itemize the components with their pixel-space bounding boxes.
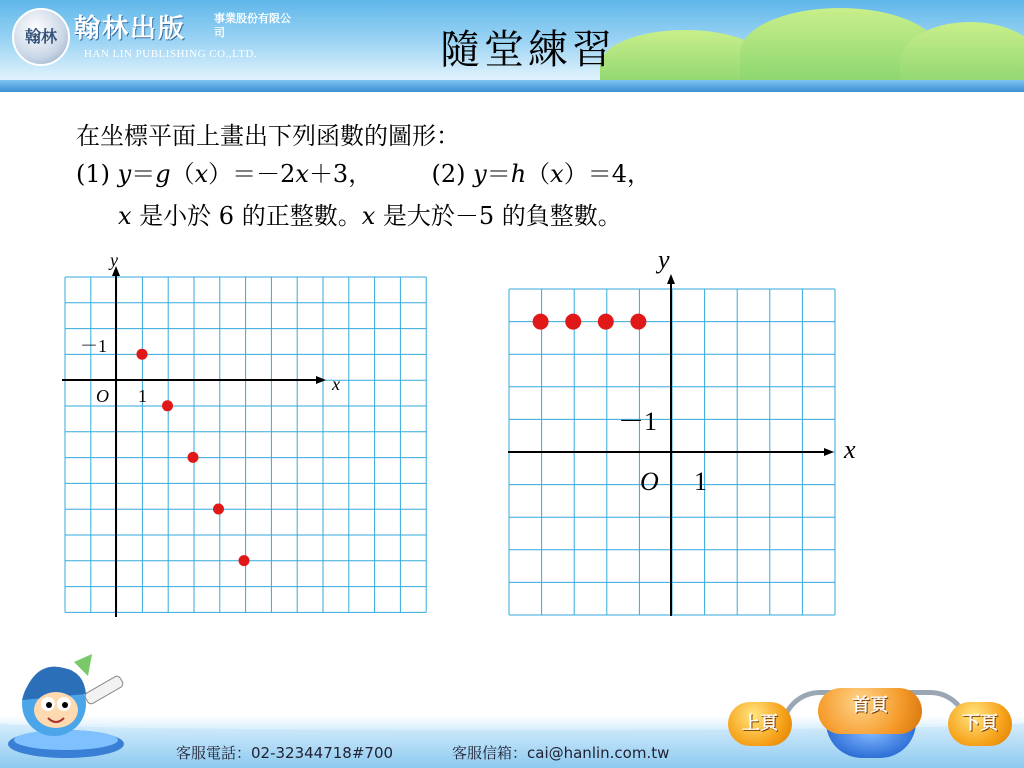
plotted-point <box>213 504 224 515</box>
plotted-point <box>598 314 614 330</box>
graph-1-x-label: x <box>332 374 340 394</box>
func-h: h <box>510 160 527 188</box>
var-x: x <box>550 160 564 188</box>
graph-1-coordinate-plane <box>0 250 460 630</box>
logo-english: HAN LIN PUBLISHING CO.,LTD. <box>84 48 258 60</box>
problem-statement: 在坐標平面上畫出下列函數的圖形： <box>76 122 460 150</box>
graph-2-x-label: x <box>844 435 856 464</box>
graph-2-y-label: y <box>658 245 670 274</box>
graph-2-x-arrow <box>824 448 834 456</box>
plotted-point <box>162 400 173 411</box>
graph-1-x-unit-label: 1 <box>138 386 147 406</box>
part1-number: (1) <box>76 160 118 188</box>
condition-2: 是大於－5 的負整數。 <box>375 202 622 230</box>
var-x: x <box>194 160 209 188</box>
plotted-point <box>630 314 646 330</box>
prev-page-button[interactable]: 上頁 <box>728 702 792 746</box>
graph-2-y-arrow <box>667 274 675 284</box>
graph-1-y-label: y <box>110 250 118 270</box>
plotted-point <box>533 314 549 330</box>
equals-sign: ＝ <box>131 160 156 188</box>
var-y: y <box>473 160 487 188</box>
logo-mark-text: 翰林 <box>24 27 57 46</box>
graph-2-y-unit-label: －1 <box>618 407 658 436</box>
logo-subtitle: 事業股份有限公司 <box>214 12 291 39</box>
var-y: y <box>117 160 132 188</box>
expression-part: ）＝4， <box>563 160 651 188</box>
func-g: g <box>155 160 171 188</box>
function-definitions <box>76 154 651 189</box>
hanlin-logo <box>8 6 290 66</box>
plotted-point <box>239 555 250 566</box>
var-x: x <box>118 202 132 230</box>
open-paren: （ <box>526 160 551 188</box>
graph-2-origin-label: O <box>640 467 659 496</box>
plotted-point <box>137 349 148 360</box>
globe-icon <box>12 8 70 66</box>
mascot-telescope-icon <box>4 654 144 764</box>
page-title: 隨堂練習 <box>440 27 616 73</box>
equals-sign: ＝ <box>486 160 511 188</box>
home-button[interactable]: 首頁 <box>818 688 922 734</box>
graph-2-x-unit-label: 1 <box>694 467 707 496</box>
condition-1: 是小於 6 的正整數。 <box>131 202 362 230</box>
part2-number: (2) <box>431 160 474 188</box>
graph-1-x-arrow <box>316 376 326 384</box>
footer-phone: 客服電話：02-32344718#700 <box>176 744 394 762</box>
plotted-point <box>565 314 581 330</box>
graph-1-y-unit-label: －1 <box>80 336 107 356</box>
plotted-point <box>188 452 199 463</box>
open-paren: （ <box>170 160 195 188</box>
var-x: x <box>361 202 376 230</box>
logo-name: 翰林出版 <box>74 14 187 44</box>
header-band <box>0 80 1024 92</box>
var-x: x <box>295 160 309 188</box>
domain-conditions <box>118 196 622 231</box>
next-page-button[interactable]: 下頁 <box>948 702 1012 746</box>
graph-2-coordinate-plane <box>490 245 860 630</box>
expression-part: ）＝－2 <box>208 160 296 188</box>
graph-1-origin-label: O <box>96 386 109 406</box>
footer-email: 客服信箱：cai@hanlin.com.tw <box>452 744 670 762</box>
expression-tail: ＋3， <box>308 160 373 188</box>
